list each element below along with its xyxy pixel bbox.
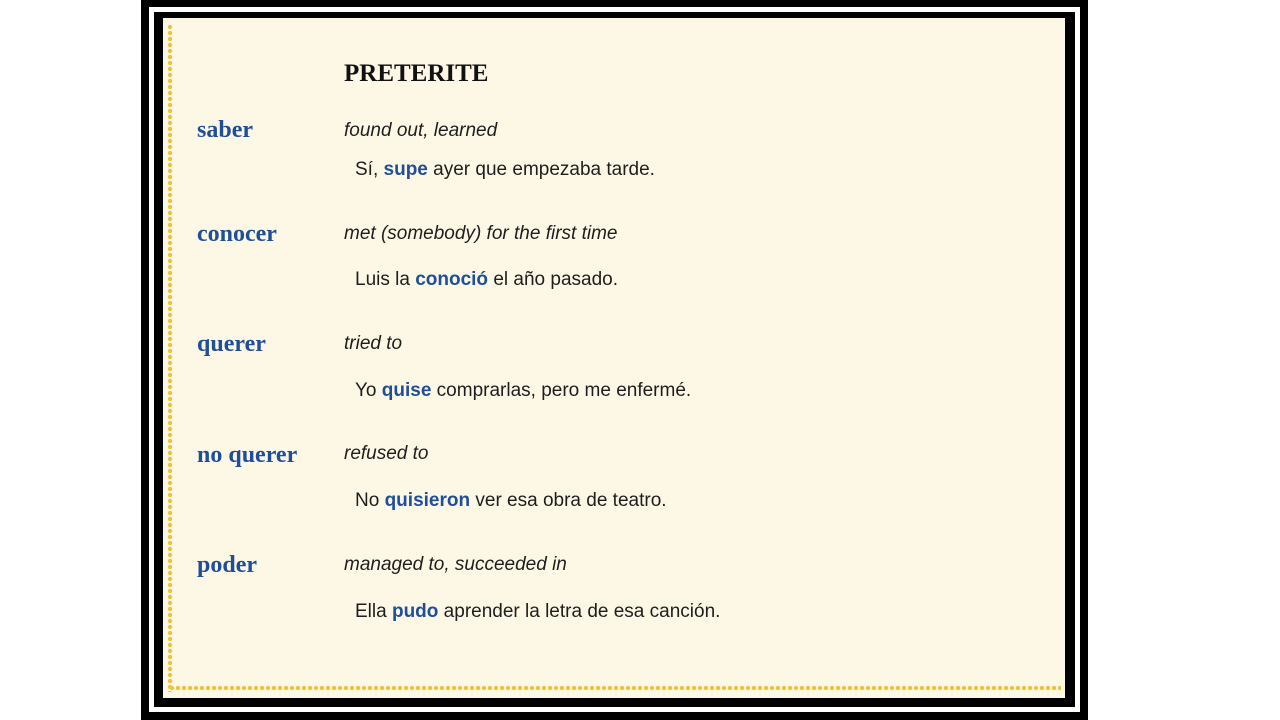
example-conocer — [355, 269, 618, 291]
verb-querer: querer — [197, 331, 266, 357]
meaning-saber: found out, learned — [344, 120, 498, 141]
meaning-conocer: met (somebody) for the first time — [344, 223, 618, 244]
meaning-poder: managed to, succeeded in — [344, 554, 567, 575]
example-text: aprender la letra de esa canción. — [438, 601, 721, 622]
example-text: Ella — [355, 601, 392, 622]
verb-no-querer: no querer — [197, 442, 298, 468]
example-verb-form: quise — [381, 380, 432, 401]
example-text: Yo — [355, 380, 382, 401]
example-text: Luis la — [355, 269, 416, 290]
dotted-border-bottom — [169, 684, 1061, 692]
example-verb-form: supe — [383, 159, 428, 180]
example-verb-form: pudo — [391, 601, 439, 622]
example-text: el año pasado. — [488, 269, 618, 290]
example-text: ver esa obra de teatro. — [470, 490, 667, 511]
verb-poder: poder — [197, 552, 257, 578]
verb-saber: saber — [197, 117, 253, 143]
example-verb-form: conoció — [415, 269, 489, 290]
example-saber — [355, 159, 655, 181]
example-verb-form: quisieron — [384, 490, 471, 511]
example-text: No — [355, 490, 385, 511]
dotted-border-left — [166, 24, 174, 692]
meaning-querer: tried to — [344, 333, 403, 354]
example-text: Sí, — [355, 159, 384, 180]
example-poder — [355, 601, 720, 623]
example-text: comprarlas, pero me enfermé. — [431, 380, 692, 401]
example-querer — [355, 380, 691, 402]
page-title: PRETERITE — [344, 60, 489, 87]
slide-paper — [163, 18, 1065, 698]
example-text: ayer que empezaba tarde. — [427, 159, 655, 180]
example-no-querer — [355, 490, 667, 512]
verb-conocer: conocer — [197, 221, 277, 247]
meaning-no-querer: refused to — [344, 443, 429, 464]
